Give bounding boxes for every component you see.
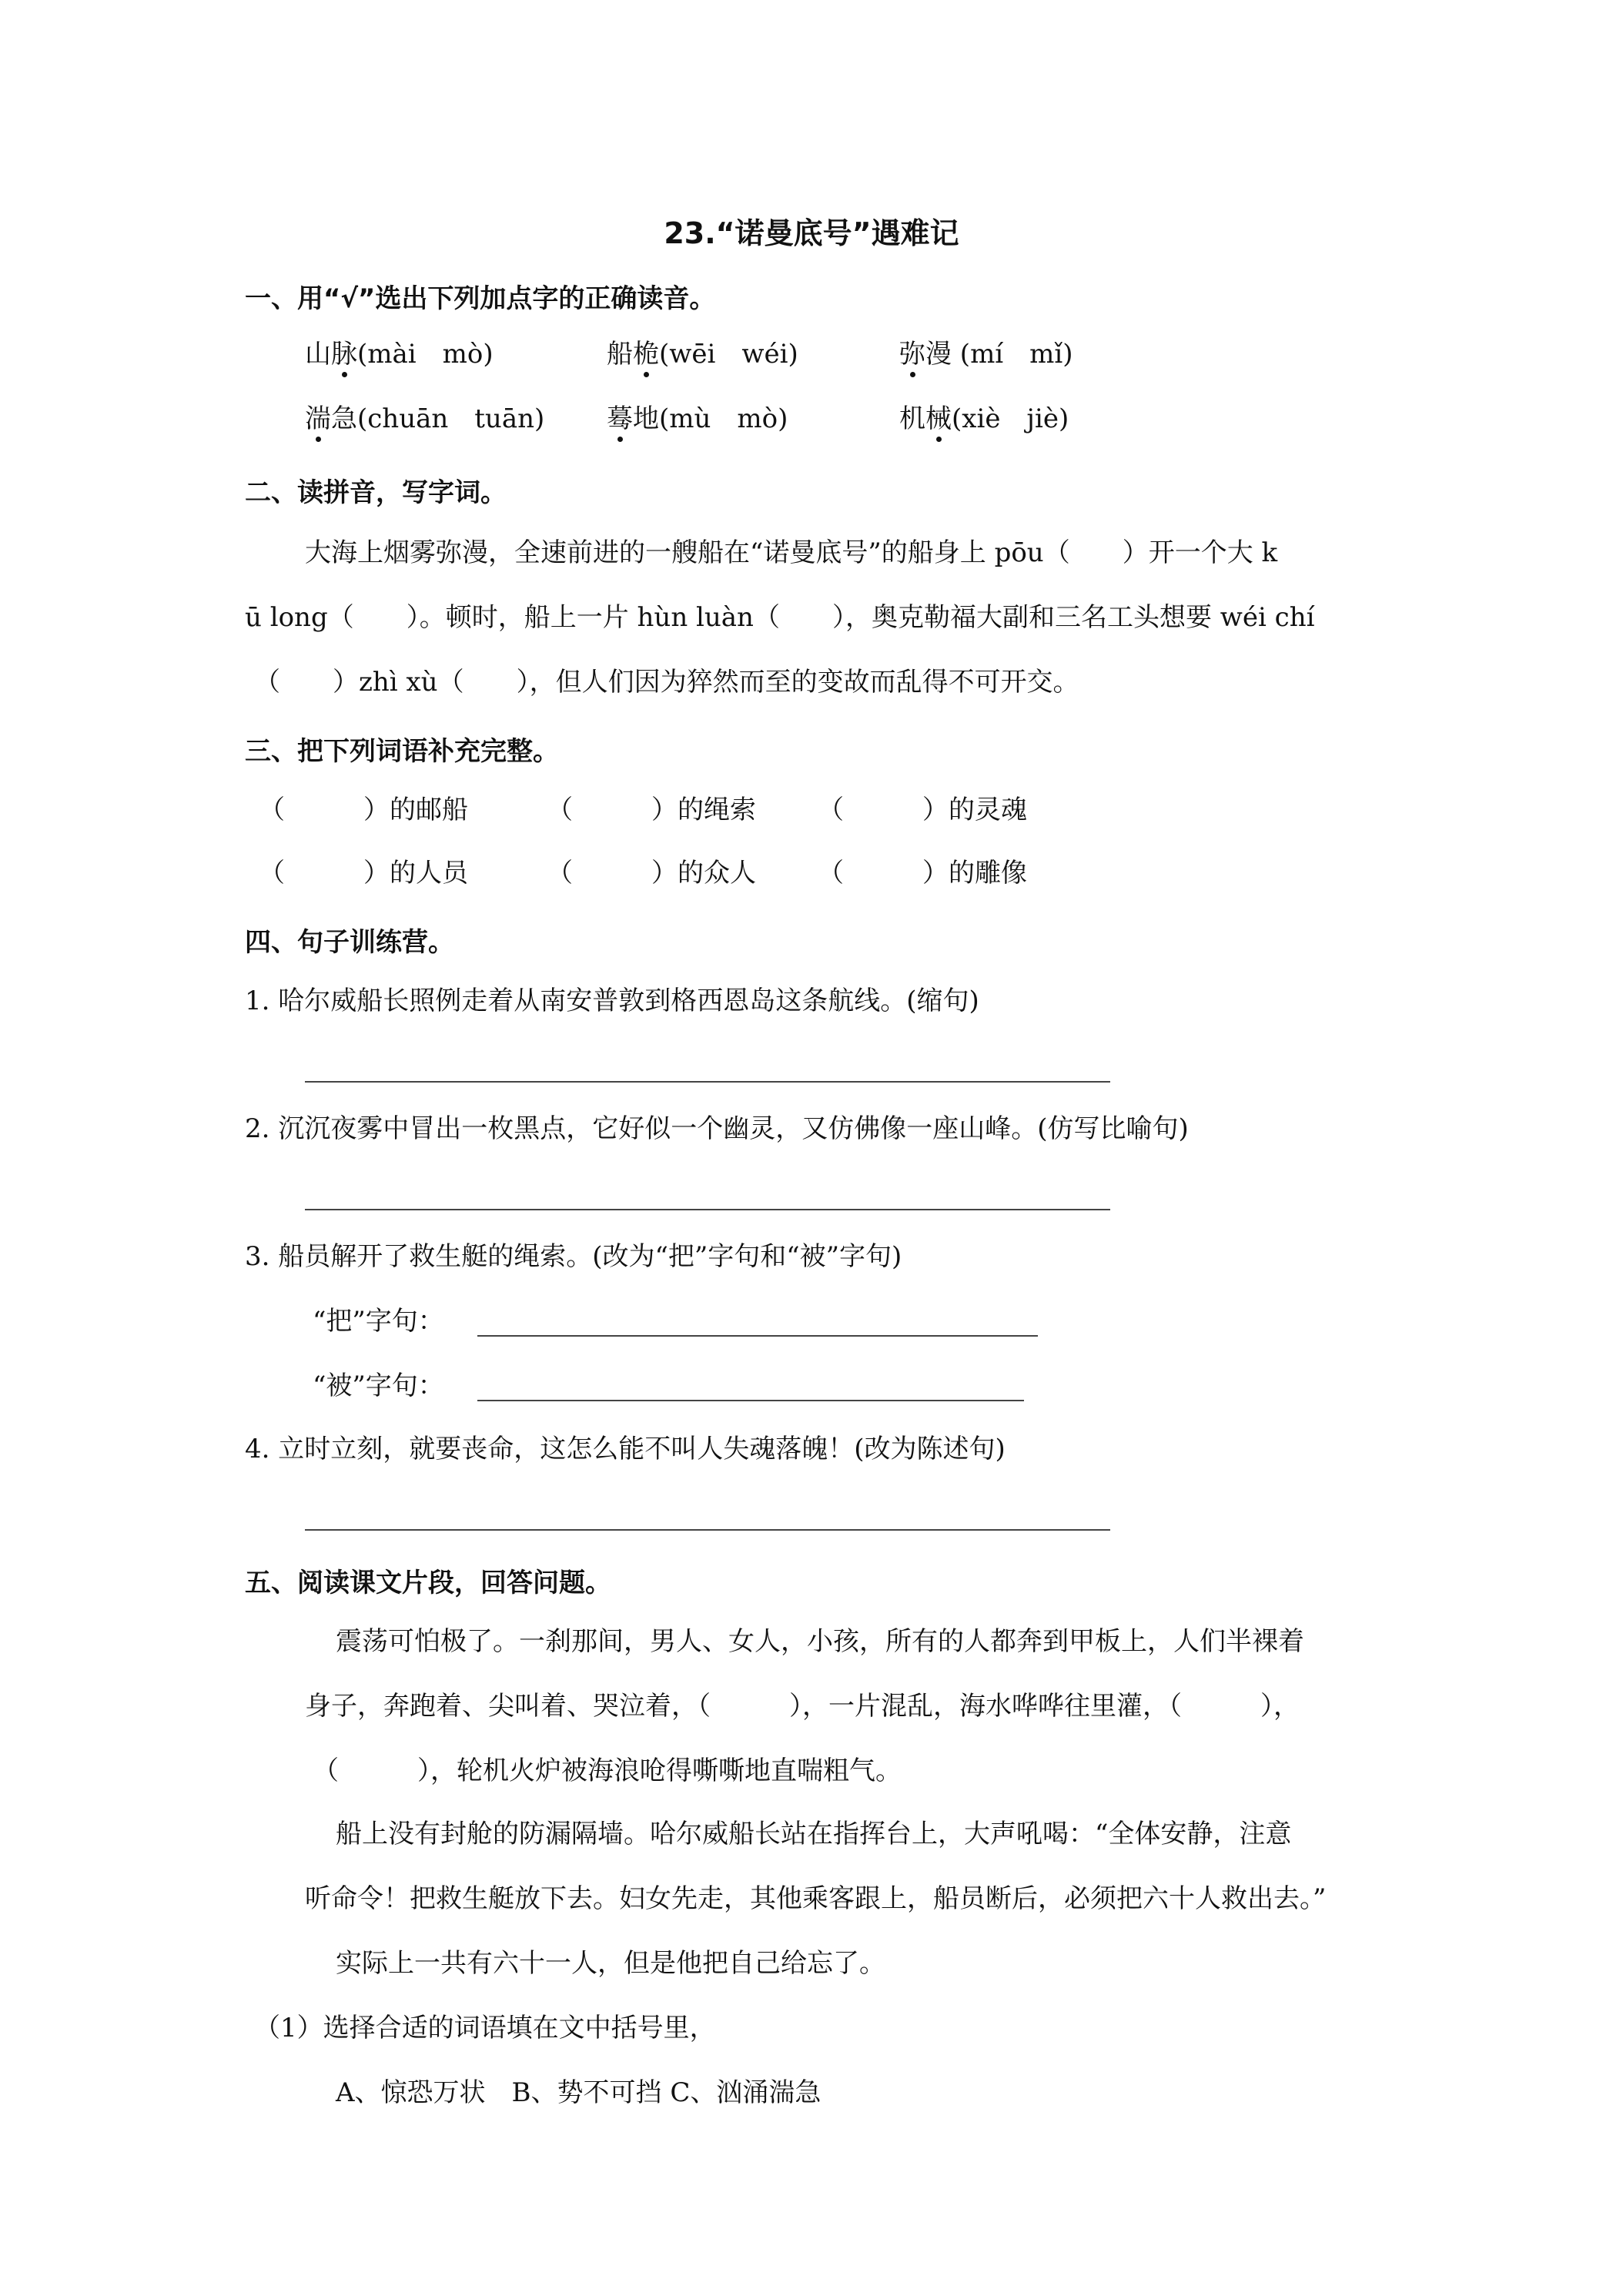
- reading-question-1: （1）选择合适的词语填在文中括号里，: [254, 2013, 716, 2043]
- bei-sentence-label: “被”字句：: [313, 1371, 444, 1401]
- question-1: 1. 哈尔威船长照例走着从南安普敦到格西恩岛这条航线。(缩句): [245, 986, 979, 1016]
- passage-p1-line-2: 身子，奔跑着、尖叫着、哭泣着，（ ），一片混乱，海水哗哗往里灌，（ ），: [305, 1691, 1300, 1722]
- question-2: 2. 沉沉夜雾中冒出一枚黑点，它好似一个幽灵，又仿佛像一座山峰。(仿写比喻句): [245, 1113, 1189, 1144]
- section-5-heading: 五、阅读课文片段，回答问题。: [245, 1568, 611, 1598]
- ba-sentence-label: “把”字句：: [313, 1306, 444, 1337]
- pinyin-item-4: 湍急(chuān tuān): [305, 403, 545, 434]
- passage-p2-line-2: 听命令！把救生艇放下去。妇女先走，其他乘客跟上，船员断后，必须把六十人救出去。”: [305, 1883, 1327, 1914]
- passage-p2-line-1: 船上没有封舱的防漏隔墙。哈尔威船长站在指挥台上，大声吼喝：“全体安静，注意: [336, 1819, 1292, 1849]
- bei-sentence-line[interactable]: [477, 1400, 1024, 1401]
- ba-sentence-line[interactable]: [477, 1335, 1038, 1337]
- section-3-heading: 三、把下列词语补充完整。: [245, 736, 559, 767]
- section-2-line-1: 大海上烟雾弥漫，全速前进的一艘船在“诺曼底号”的船身上 pōu（ ）开一个大 k: [305, 537, 1278, 568]
- fill-phrase-3: （ ）的灵魂: [818, 795, 1027, 825]
- section-2-line-2: ū long（ ）。顿时，船上一片 hùn luàn（ ），奥克勒福大副和三名工头想要 wéi chí: [245, 602, 1315, 633]
- fill-phrase-4: （ ）的人员: [259, 858, 468, 889]
- pinyin-item-1: 山脉(mài mò): [305, 339, 494, 370]
- fill-phrase-6: （ ）的雕像: [818, 858, 1027, 889]
- fill-phrase-5: （ ）的众人: [547, 858, 756, 889]
- passage-p1-line-1: 震荡可怕极了。一刹那间，男人、女人，小孩，所有的人都奔到甲板上，人们半裸着: [336, 1626, 1304, 1657]
- page-title: 23.“诺曼底号”遇难记: [664, 216, 959, 250]
- pinyin-item-5: 蓦地(mù mò): [607, 403, 788, 434]
- passage-p1-line-3: （ ），轮机火炉被海浪呛得嘶嘶地直喘粗气。: [313, 1755, 902, 1786]
- section-4-heading: 四、句子训练营。: [245, 927, 454, 958]
- answer-line-4[interactable]: [305, 1529, 1110, 1531]
- answer-line-1[interactable]: [305, 1081, 1110, 1083]
- answer-line-2[interactable]: [305, 1209, 1110, 1210]
- passage-p3: 实际上一共有六十一人，但是他把自己给忘了。: [336, 1948, 885, 1979]
- pinyin-item-3: 弥漫 (mí mǐ): [899, 339, 1073, 370]
- question-4: 4. 立时立刻，就要丧命，这怎么能不叫人失魂落魄！(改为陈述句): [245, 1434, 1006, 1464]
- question-3: 3. 船员解开了救生艇的绳索。(改为“把”字句和“被”字句): [245, 1241, 902, 1272]
- pinyin-item-6: 机械(xiè jiè): [899, 403, 1069, 434]
- section-2-line-3: （ ）zhì xù（ ），但人们因为猝然而至的变故而乱得不可开交。: [254, 667, 1079, 698]
- fill-phrase-2: （ ）的绳索: [547, 795, 756, 825]
- section-2-heading: 二、读拼音，写字词。: [245, 477, 507, 508]
- section-1-heading: 一、用“√”选出下列加点字的正确读音。: [245, 283, 716, 314]
- word-options: A、惊恐万状 B、势不可挡 C、汹涌湍急: [336, 2077, 822, 2108]
- fill-phrase-1: （ ）的邮船: [259, 795, 468, 825]
- pinyin-item-2: 船桅(wēi wéi): [607, 339, 798, 370]
